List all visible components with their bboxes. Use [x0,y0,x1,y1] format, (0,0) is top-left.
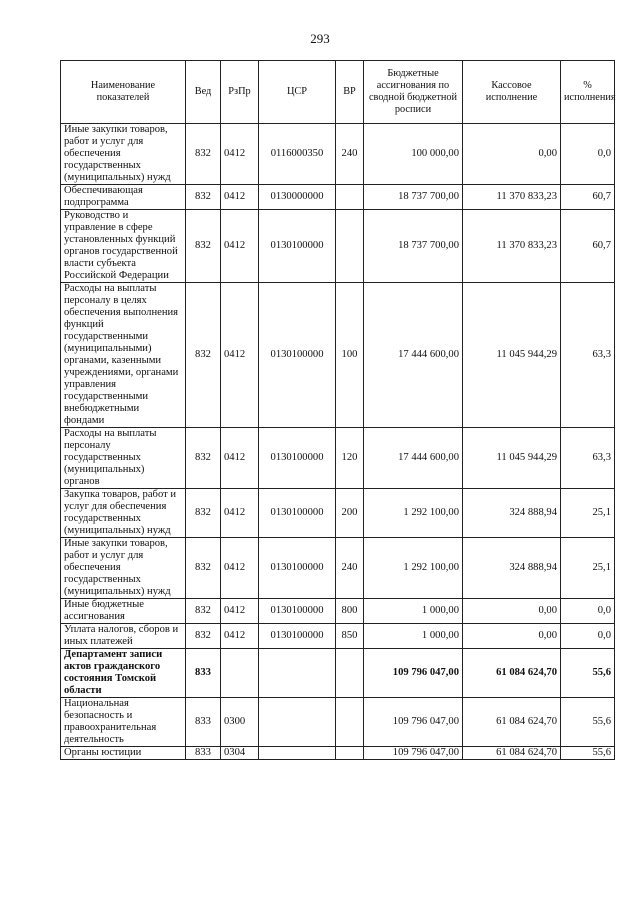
cell-assignments: 17 444 600,00 [364,428,463,489]
table-row [61,538,615,599]
cell-csr: 0130100000 [259,283,336,428]
cell-percent: 0,0 [561,599,615,624]
cell-csr: 0130100000 [259,210,336,283]
cell-csr: 0130100000 [259,428,336,489]
cell-name: Обеспечивающая подпрограмма [61,185,186,210]
cell-csr: 0130100000 [259,599,336,624]
cell-assignments: 109 796 047,00 [364,649,463,698]
table-row [61,489,615,538]
cell-name: Расходы на выплаты персоналу в целях обеспечения выполнения функций государственными (муниципальными) органами, казенными учреждениями, органами управления государственными внебюджетными фондами [61,283,186,428]
cell-ved: 832 [186,624,221,649]
cell-csr: 0130000000 [259,185,336,210]
cell-ved: 832 [186,599,221,624]
header-ved: Вед [186,61,221,124]
cell-assignments: 109 796 047,00 [364,747,463,760]
cell-cash-execution: 324 888,94 [463,489,561,538]
cell-cash-execution: 324 888,94 [463,538,561,599]
header-assignments: Бюджетные ассигнования по сводной бюджетной росписи [364,61,463,124]
header-rzpr: РзПр [221,61,259,124]
cell-csr: 0130100000 [259,538,336,599]
cell-assignments: 1 292 100,00 [364,538,463,599]
table-body [61,124,615,760]
cell-vr [336,649,364,698]
table-row [61,185,615,210]
cell-ved: 832 [186,185,221,210]
cell-vr: 800 [336,599,364,624]
cell-rzpr: 0304 [221,747,259,760]
cell-assignments: 1 000,00 [364,599,463,624]
cell-name: Расходы на выплаты персоналу государственных (муниципальных) органов [61,428,186,489]
cell-cash-execution: 11 370 833,23 [463,210,561,283]
table-row [61,124,615,185]
cell-rzpr [221,649,259,698]
cell-rzpr: 0412 [221,283,259,428]
cell-name: Иные закупки товаров, работ и услуг для обеспечения государственных (муниципальных) нужд [61,124,186,185]
table-row [61,283,615,428]
cell-name: Департамент записи актов гражданского состояния Томской области [61,649,186,698]
header-vr: ВР [336,61,364,124]
cell-assignments: 17 444 600,00 [364,283,463,428]
cell-percent: 0,0 [561,624,615,649]
cell-cash-execution: 0,00 [463,124,561,185]
cell-csr: 0130100000 [259,489,336,538]
cell-cash-execution: 0,00 [463,599,561,624]
cell-percent: 0,0 [561,124,615,185]
cell-name: Иные закупки товаров, работ и услуг для обеспечения государственных (муниципальных) нужд [61,538,186,599]
cell-vr: 100 [336,283,364,428]
header-percent: % исполнения [561,61,615,124]
cell-assignments: 18 737 700,00 [364,210,463,283]
cell-cash-execution: 61 084 624,70 [463,649,561,698]
table-row [61,649,615,698]
cell-csr [259,649,336,698]
cell-rzpr: 0412 [221,489,259,538]
cell-percent: 60,7 [561,185,615,210]
cell-cash-execution: 0,00 [463,624,561,649]
cell-vr: 200 [336,489,364,538]
cell-csr: 0116000350 [259,124,336,185]
cell-rzpr: 0412 [221,538,259,599]
cell-rzpr: 0300 [221,698,259,747]
cell-csr [259,698,336,747]
cell-vr: 240 [336,124,364,185]
cell-cash-execution: 11 370 833,23 [463,185,561,210]
cell-percent: 25,1 [561,538,615,599]
cell-cash-execution: 61 084 624,70 [463,698,561,747]
cell-ved: 833 [186,747,221,760]
cell-percent: 55,6 [561,649,615,698]
budget-execution-table [60,60,615,760]
cell-ved: 832 [186,538,221,599]
cell-csr: 0130100000 [259,624,336,649]
cell-vr [336,210,364,283]
cell-assignments: 109 796 047,00 [364,698,463,747]
cell-percent: 63,3 [561,283,615,428]
cell-assignments: 18 737 700,00 [364,185,463,210]
cell-cash-execution: 11 045 944,29 [463,428,561,489]
cell-ved: 832 [186,124,221,185]
table-header-row [61,61,615,124]
cell-rzpr: 0412 [221,185,259,210]
cell-vr: 120 [336,428,364,489]
cell-vr [336,185,364,210]
cell-assignments: 1 292 100,00 [364,489,463,538]
cell-ved: 832 [186,283,221,428]
header-name: Наименование показателей [61,61,186,124]
table-row [61,599,615,624]
cell-percent: 60,7 [561,210,615,283]
cell-rzpr: 0412 [221,599,259,624]
cell-percent: 55,6 [561,747,615,760]
table-row [61,428,615,489]
cell-ved: 833 [186,698,221,747]
cell-ved: 832 [186,428,221,489]
page-number: 293 [310,31,330,46]
cell-csr [259,747,336,760]
cell-vr: 850 [336,624,364,649]
header-csr: ЦСР [259,61,336,124]
cell-name: Руководство и управление в сфере установленных функций органов государственной власти субъекта Российской Федерации [61,210,186,283]
cell-ved: 832 [186,210,221,283]
table-row [61,698,615,747]
cell-name: Уплата налогов, сборов и иных платежей [61,624,186,649]
table-row [61,747,615,760]
cell-vr [336,747,364,760]
cell-percent: 63,3 [561,428,615,489]
cell-vr: 240 [336,538,364,599]
table-row [61,210,615,283]
cell-name: Органы юстиции [61,747,186,760]
cell-cash-execution: 61 084 624,70 [463,747,561,760]
table-row [61,624,615,649]
cell-rzpr: 0412 [221,624,259,649]
cell-name: Иные бюджетные ассигнования [61,599,186,624]
cell-percent: 25,1 [561,489,615,538]
cell-rzpr: 0412 [221,210,259,283]
cell-cash-execution: 11 045 944,29 [463,283,561,428]
cell-ved: 833 [186,649,221,698]
cell-assignments: 100 000,00 [364,124,463,185]
cell-rzpr: 0412 [221,428,259,489]
cell-vr [336,698,364,747]
cell-percent: 55,6 [561,698,615,747]
header-cash-execution: Кассовое исполнение [463,61,561,124]
cell-ved: 832 [186,489,221,538]
cell-name: Национальная безопасность и правоохранительная деятельность [61,698,186,747]
cell-assignments: 1 000,00 [364,624,463,649]
cell-rzpr: 0412 [221,124,259,185]
cell-name: Закупка товаров, работ и услуг для обеспечения государственных (муниципальных) нужд [61,489,186,538]
